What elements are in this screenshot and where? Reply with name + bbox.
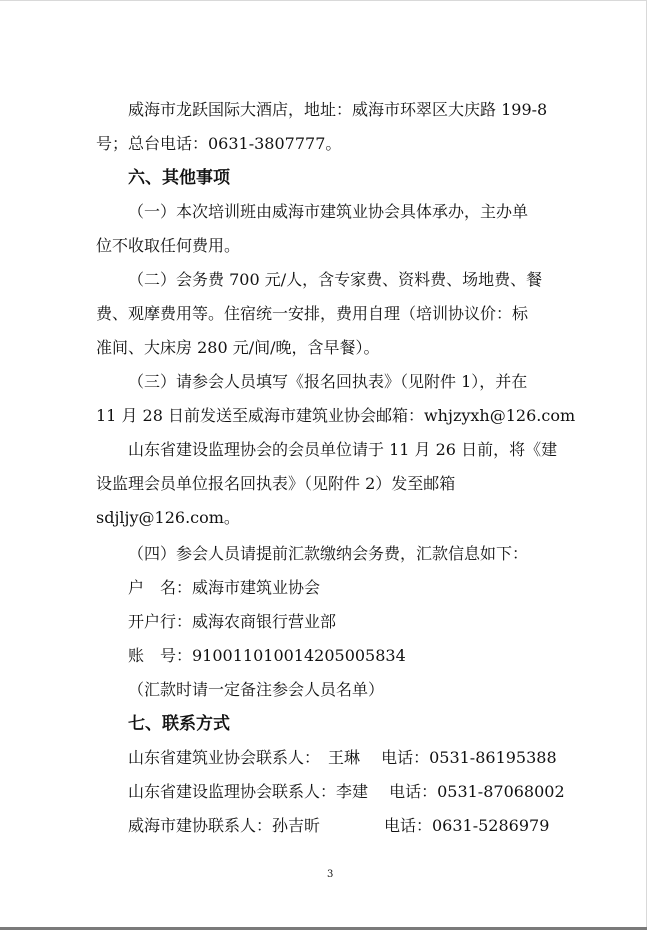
- text-line-item3-e: sdjljy@126.com。: [96, 508, 240, 527]
- text-line-item2-a: （二）会务费 700 元/人，含专家费、资料费、场地费、餐: [128, 270, 543, 289]
- text-line-item3-c: 山东省建设监理协会的会员单位请于 11 月 26 日前，将《建: [128, 440, 558, 459]
- text-line-item1-b: 位不收取任何费用。: [96, 236, 241, 255]
- text-line-account-name: 户 名：威海市建筑业协会: [128, 578, 321, 597]
- text-line-contact-1: 山东省建筑业协会联系人： 王琳 电话：0531-86195388: [128, 748, 557, 767]
- text-line-account-number: 账 号：910011010014205005834: [128, 646, 406, 665]
- text-line-item4-a: （四）参会人员请提前汇款缴纳会务费，汇款信息如下：: [128, 544, 529, 563]
- text-line-item2-c: 准间、大床房 280 元/间/晚，含早餐）。: [96, 338, 380, 357]
- text-line-bank: 开户行：威海农商银行营业部: [128, 612, 337, 631]
- section-heading-other-matters: 六、其他事项: [128, 168, 230, 188]
- text-line-hotel-address: 威海市龙跃国际大酒店，地址：威海市环翠区大庆路 199-8: [128, 100, 548, 119]
- page-number: 3: [327, 869, 334, 880]
- text-line-item3-a: （三）请参会人员填写《报名回执表》（见附件 1），并在: [128, 372, 528, 391]
- page-border-top: [0, 0, 647, 1]
- text-line-contact-3: 威海市建协联系人：孙吉昕 电话：0631-5286979: [128, 816, 550, 835]
- section-heading-contacts: 七、联系方式: [128, 714, 230, 734]
- text-line-item3-b: 11 月 28 日前发送至威海市建筑业协会邮箱：whjzyxh@126.com: [96, 406, 576, 425]
- text-line-item1-a: （一）本次培训班由威海市建筑业协会具体承办，主办单: [128, 202, 529, 221]
- text-line-remittance-note: （汇款时请一定备注参会人员名单）: [128, 680, 385, 699]
- text-line-item2-b: 费、观摩费用等。住宿统一安排，费用自理（培训协议价：标: [96, 304, 529, 323]
- text-line-hotel-phone: 号；总台电话：0631-3807777。: [96, 134, 342, 153]
- text-line-item3-d: 设监理会员单位报名回执表》（见附件 2）发至邮箱: [96, 474, 456, 493]
- text-line-contact-2: 山东省建设监理协会联系人：李建 电话：0531-87068002: [128, 782, 565, 801]
